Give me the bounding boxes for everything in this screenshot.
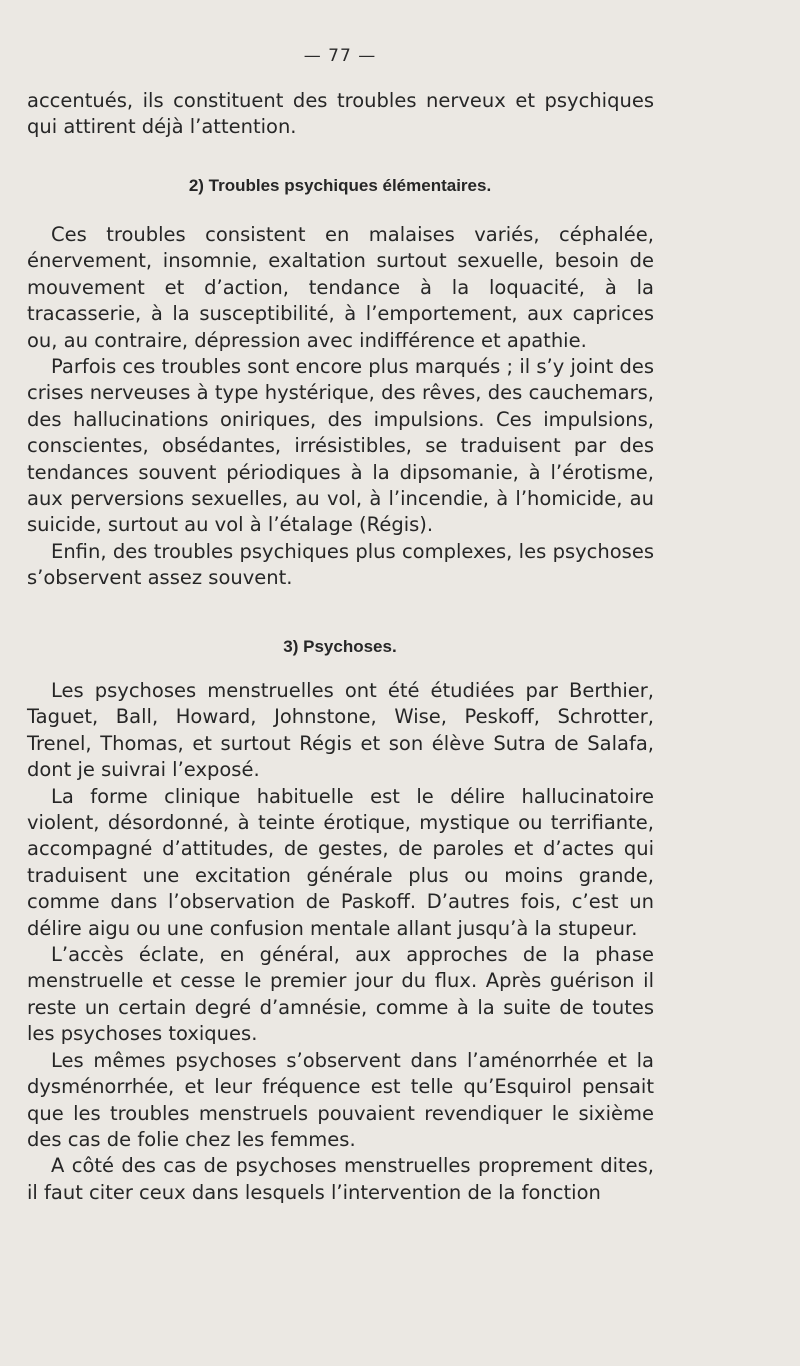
section-psychoses-body (27, 678, 654, 1206)
intro-paragraph-block (27, 88, 654, 141)
paragraph: Les mêmes psychoses s’observent dans l’aménorrhée et la dysménorrhée, et leur fréquence est telle qu’Esquirol pensait que les troubles menstruels pouvaient revendiquer le sixième des cas de folie chez les femmes. (27, 1048, 654, 1151)
section-heading-troubles-psychiques: 2) Troubles psychiques élémentaires. (188, 176, 492, 195)
paragraph: Enfin, des troubles psychiques plus complexes, les psychoses s’observent assez souvent. (27, 539, 654, 590)
paragraph: A côté des cas de psychoses menstruelles proprement dites, il faut citer ceux dans lesquels l’intervention de la fonction (27, 1154, 654, 1204)
section-troubles-psychiques-body (27, 222, 654, 592)
paragraph: L’accès éclate, en général, aux approches de la phase menstruelle et cesse le premier jour du flux. Après guérison il reste un certain degré d’amnésie, comme à la suite de toutes les psychoses toxiques. (27, 943, 654, 1046)
paragraph: Ces troubles consistent en malaises variés, céphalée, énervement, insomnie, exaltation surtout sexuelle, besoin de mouvement et d’action, tendance à la loquacité, à la tracasserie, à la susceptibilité, à l’emportement, aux caprices ou, au contraire, dépression avec indifférence et apathie. (27, 223, 654, 352)
paragraph: La forme clinique habituelle est le délire hallucinatoire violent, désordonné, à teinte érotique, mystique ou terrifiante, accompagné d’attitudes, de gestes, de paroles et d’actes qui traduisent une excitation générale plus ou moins grande, comme dans l’observation de Paskoff. D’autres fois, c’est un délire aigu ou une confusion mentale allant jusqu’à la stupeur. (27, 784, 654, 940)
section-heading-psychoses: 3) Psychoses. (283, 637, 397, 656)
intro-paragraph: accentués, ils constituent des troubles nerveux et psychiques qui attirent déjà l’attention. (27, 89, 654, 139)
paragraph: Parfois ces troubles sont encore plus marqués ; il s’y joint des crises nerveuses à type hystérique, des rêves, des cauchemars, des hallucinations oniriques, des impulsions. Ces impulsions, conscientes, obsédantes, irrésistibles, se traduisent par des tendances souvent périodiques à la dipsomanie, à l’érotisme, aux perversions sexuelles, au vol, à l’incendie, à l’homicide, au suicide, surtout au vol à l’étalage (Régis). (27, 355, 654, 537)
paragraph: Les psychoses menstruelles ont été étudiées par Berthier, Taguet, Ball, Howard, Johnstone, Wise, Peskoff, Schrotter, Trenel, Thomas, et surtout Régis et son élève Sutra de Salafa, dont je suivrai l’exposé. (27, 679, 654, 782)
page-number: — 77 — (303, 46, 377, 66)
